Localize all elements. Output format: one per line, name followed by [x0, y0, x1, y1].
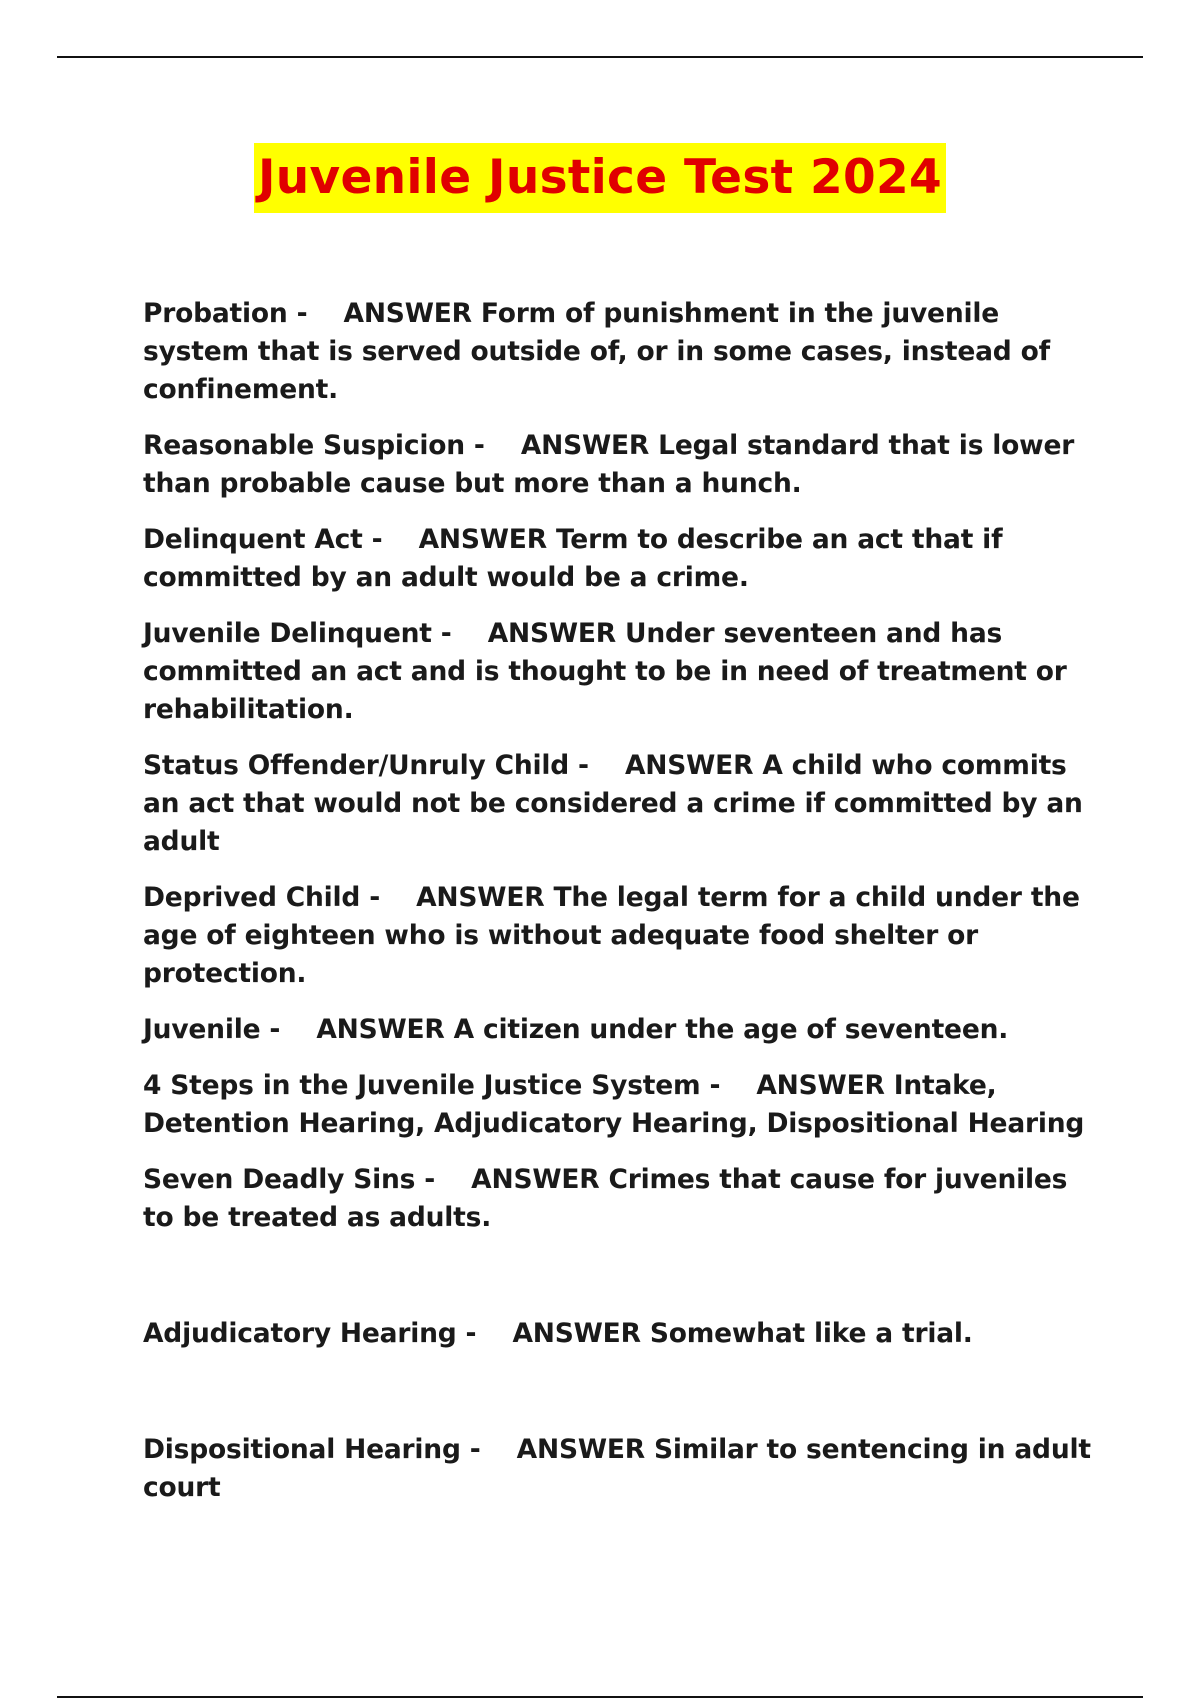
qa-entry [143, 1431, 1098, 1507]
qa-term: Seven Deadly Sins - [143, 1164, 436, 1195]
bottom-rule [57, 1696, 1143, 1698]
answer-label: ANSWER [516, 1434, 645, 1465]
answer-label: ANSWER [624, 750, 754, 781]
qa-answer: The legal term for a child under the age of eighteen who is without adequate food shelter or protection. [143, 882, 1080, 989]
qa-term: Juvenile Delinquent - [143, 618, 452, 649]
qa-answer: Intake, Detention Hearing, Adjudicatory Hearing, Dispositional Hearing [143, 1070, 1085, 1139]
qa-term: Dispositional Hearing - [143, 1434, 481, 1465]
top-rule [57, 56, 1143, 58]
qa-answer: A citizen under the age of seventeen. [453, 1014, 1009, 1045]
qa-term: Adjudicatory Hearing - [143, 1318, 477, 1349]
qa-term: Delinquent Act - [143, 524, 383, 555]
qa-entry [143, 295, 1098, 409]
qa-entry [143, 615, 1098, 729]
qa-entry [143, 879, 1098, 993]
qa-term: 4 Steps in the Juvenile Justice System - [143, 1070, 721, 1101]
answer-label: ANSWER [416, 882, 545, 913]
answer-label: ANSWER [471, 1164, 600, 1195]
document-title: Juvenile Justice Test 2024 [254, 143, 946, 213]
qa-answer: Similar to sentencing in adult court [143, 1434, 1091, 1503]
qa-term: Juvenile - [143, 1014, 281, 1045]
qa-entry [143, 521, 1098, 597]
qa-answer: Under seventeen and has committed an act and is thought to be in need of treatment or rehabilitation. [143, 618, 1067, 725]
qa-entry [143, 747, 1098, 861]
qa-entry [143, 427, 1098, 503]
qa-entry [143, 1161, 1098, 1237]
answer-label: ANSWER [487, 618, 616, 649]
qa-answer: Term to describe an act that if committed by an adult would be a crime. [143, 524, 1003, 593]
qa-answer: Crimes that cause for juveniles to be treated as adults. [143, 1164, 1068, 1233]
qa-term: Status Offender/Unruly Child - [143, 750, 589, 781]
qa-entry [143, 1315, 1098, 1353]
title-wrap [0, 143, 1200, 213]
qa-answer: Form of punishment in the juvenile system that is served outside of, or in some cases, instead of confinement. [143, 298, 1050, 405]
answer-label: ANSWER [343, 298, 472, 329]
qa-answer: A child who commits an act that would not be considered a crime if committed by an adult [143, 750, 1083, 857]
qa-term: Reasonable Suspicion - [143, 430, 485, 461]
answer-label: ANSWER [512, 1318, 641, 1349]
qa-term: Deprived Child - [143, 882, 381, 913]
qa-answer: Somewhat like a trial. [649, 1318, 973, 1349]
answer-label: ANSWER [756, 1070, 885, 1101]
qa-term: Probation - [143, 298, 308, 329]
answer-label: ANSWER [418, 524, 547, 555]
qa-entry [143, 1067, 1098, 1143]
qa-entry [143, 1011, 1098, 1049]
qa-answer: Legal standard that is lower than probable cause but more than a hunch. [143, 430, 1075, 499]
answer-label: ANSWER [316, 1014, 445, 1045]
answer-label: ANSWER [520, 430, 650, 461]
qa-list [143, 295, 1098, 1525]
